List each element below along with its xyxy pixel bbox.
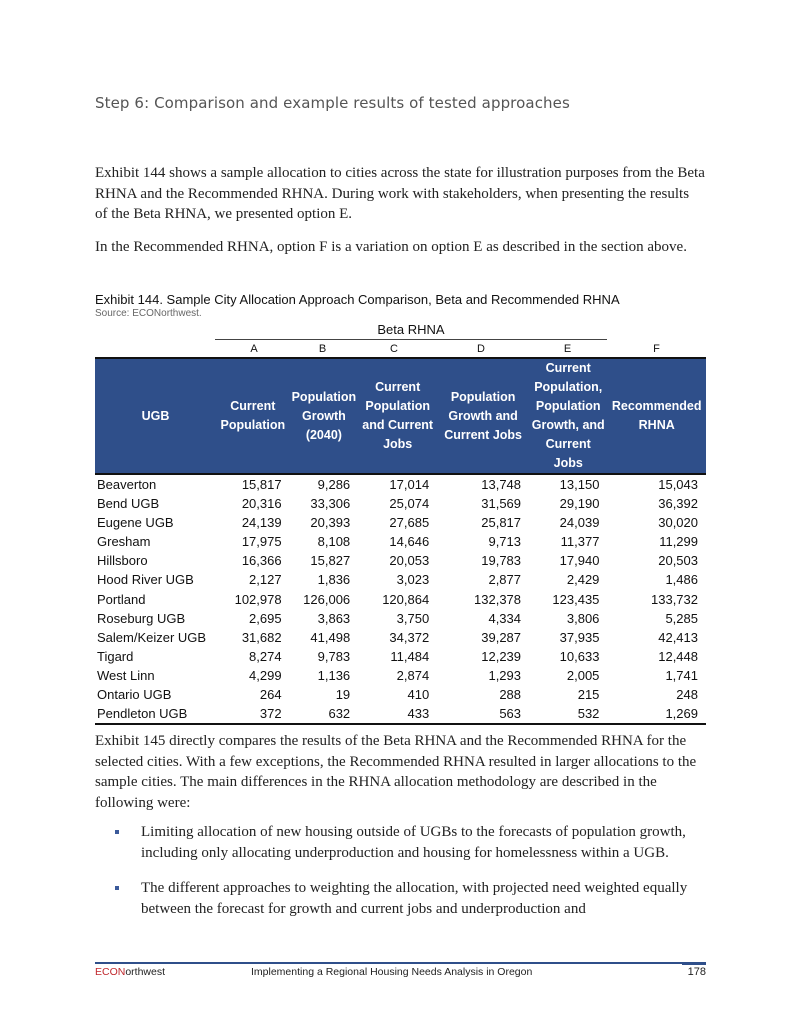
allocation-table xyxy=(95,357,706,725)
value-cell: 9,286 xyxy=(317,477,351,492)
ugb-name-cell: Bend UGB xyxy=(97,496,160,512)
value-cell: 2,877 xyxy=(488,572,522,588)
footer-divider xyxy=(95,962,706,964)
table-row xyxy=(95,551,706,570)
value-cell: 3,750 xyxy=(396,610,430,626)
footer-divider-accent xyxy=(682,962,706,965)
value-cell: 13,150 xyxy=(559,477,600,492)
value-cell: 29,190 xyxy=(559,496,600,512)
page-footer xyxy=(95,966,706,980)
value-cell: 133,732 xyxy=(651,591,698,607)
value-cell: 12,239 xyxy=(481,648,522,664)
value-cell: 126,006 xyxy=(303,591,351,607)
value-cell: 9,783 xyxy=(317,648,351,664)
ugb-name-cell: Ontario UGB xyxy=(97,686,172,702)
value-cell: 20,316 xyxy=(241,496,282,512)
footer-brand xyxy=(95,966,165,978)
value-cell: 1,269 xyxy=(607,704,706,724)
column-header: UGB xyxy=(141,408,170,423)
value-cell: 2,429 xyxy=(566,572,600,588)
value-cell: 19 xyxy=(335,686,351,702)
option-letter: E xyxy=(563,343,572,355)
option-letter: D xyxy=(477,343,485,355)
differences-list xyxy=(95,822,705,934)
table-row xyxy=(95,628,706,647)
option-letters-row xyxy=(95,343,706,357)
value-cell: 1,836 xyxy=(317,572,351,588)
value-cell: 2,874 xyxy=(396,667,430,683)
table-row xyxy=(95,666,706,685)
value-cell: 42,413 xyxy=(658,629,698,645)
value-cell: 563 xyxy=(437,704,529,724)
value-cell: 2,695 xyxy=(249,610,282,626)
intro-paragraph: Exhibit 144 shows a sample allocation to cities across the state for illustration purposes from the Beta RHNA and the Recommended RHNA. During work with stakeholders, when presenting the results of the Beta RHNA, we presented option E. xyxy=(95,165,705,222)
value-cell: 12,448 xyxy=(658,648,698,664)
value-cell: 15,817 xyxy=(241,477,282,492)
value-cell: 532 xyxy=(529,704,607,724)
value-cell: 31,682 xyxy=(241,629,282,645)
bullet-square-icon xyxy=(115,830,119,834)
value-cell: 24,039 xyxy=(559,515,600,531)
table-row xyxy=(95,513,706,532)
value-cell: 2,127 xyxy=(249,572,282,588)
value-cell: 25,074 xyxy=(389,496,430,512)
table-row xyxy=(95,704,706,724)
ugb-name-cell: Beaverton xyxy=(97,477,157,492)
value-cell: 8,108 xyxy=(317,534,351,550)
page-number: 178 xyxy=(687,966,706,978)
value-cell: 215 xyxy=(577,686,600,702)
value-cell: 11,484 xyxy=(390,648,430,664)
value-cell: 41,498 xyxy=(310,629,351,645)
value-cell: 1,293 xyxy=(488,667,522,683)
column-header: Population Growth (2040) xyxy=(291,389,357,442)
column-header: Recommended RHNA xyxy=(611,399,702,432)
list-item xyxy=(95,878,705,919)
value-cell: 248 xyxy=(676,686,698,702)
footer-document-title: Implementing a Regional Housing Needs Analysis in Oregon xyxy=(251,966,533,978)
value-cell: 34,372 xyxy=(389,629,430,645)
value-cell: 4,299 xyxy=(249,667,282,683)
column-header: Current Population and Current Jobs xyxy=(362,380,434,451)
brand-suffix: orthwest xyxy=(125,966,166,978)
option-letter: F xyxy=(653,343,660,355)
ugb-name-cell: Hillsboro xyxy=(97,553,148,569)
brand-prefix: ECON xyxy=(95,966,126,978)
value-cell: 102,978 xyxy=(234,591,282,607)
option-f-paragraph: In the Recommended RHNA, option F is a variation on option E as described in the section above. xyxy=(95,239,687,255)
ugb-name-cell: Salem/Keizer UGB xyxy=(97,629,207,645)
value-cell: 30,020 xyxy=(658,515,698,531)
value-cell: 31,569 xyxy=(481,496,522,512)
ugb-name-cell: Tigard xyxy=(97,648,134,664)
value-cell: 4,334 xyxy=(488,610,522,626)
value-cell: 132,378 xyxy=(474,591,522,607)
value-cell: 20,393 xyxy=(310,515,351,531)
value-cell: 33,306 xyxy=(310,496,351,512)
list-item xyxy=(95,822,705,863)
ugb-name-cell: Hood River UGB xyxy=(97,572,194,588)
table-row xyxy=(95,570,706,589)
comparison-paragraph: Exhibit 145 directly compares the results of the Beta RHNA and the Recommended RHNA for the selected cities. With a few exceptions, the Recommended RHNA resulted in larger allocations to the sample cities. The main differences in the RHNA allocation methodology are described in the following were: xyxy=(95,733,697,811)
value-cell: 16,366 xyxy=(241,553,282,569)
bullet-square-icon xyxy=(115,886,119,890)
table-header-row xyxy=(95,358,706,474)
ugb-name-cell: Pendleton UGB xyxy=(95,704,216,724)
column-header: Current Population, Population Growth, and Current Jobs xyxy=(531,361,605,470)
value-cell: 410 xyxy=(407,686,430,702)
value-cell: 123,435 xyxy=(552,591,600,607)
value-cell: 19,783 xyxy=(481,553,522,569)
value-cell: 25,817 xyxy=(481,515,522,531)
value-cell: 17,940 xyxy=(559,553,600,569)
group-divider xyxy=(215,339,607,340)
value-cell: 15,043 xyxy=(658,477,698,492)
table-row xyxy=(95,532,706,551)
option-letter: C xyxy=(390,343,398,355)
option-letter: B xyxy=(318,343,327,355)
table-row xyxy=(95,589,706,608)
value-cell: 1,486 xyxy=(665,572,698,588)
section-heading: Step 6: Comparison and example results of tested approaches xyxy=(95,94,570,112)
value-cell: 9,713 xyxy=(488,534,522,550)
exhibit-source: Source: ECONorthwest. xyxy=(95,308,202,319)
value-cell: 10,633 xyxy=(559,648,600,664)
value-cell: 15,827 xyxy=(310,553,351,569)
list-item-text: The different approaches to weighting the allocation, with projected need weighted equally between the forecast for growth and current jobs and underproduction and xyxy=(141,880,688,917)
value-cell: 13,748 xyxy=(481,477,522,492)
column-header: Population Growth and Current Jobs xyxy=(444,389,522,442)
ugb-name-cell: Eugene UGB xyxy=(97,515,174,531)
value-cell: 2,005 xyxy=(566,667,600,683)
ugb-name-cell: Gresham xyxy=(97,534,151,550)
value-cell: 17,975 xyxy=(241,534,282,550)
value-cell: 8,274 xyxy=(249,648,282,664)
value-cell: 632 xyxy=(290,704,359,724)
table-row xyxy=(95,685,706,704)
value-cell: 5,285 xyxy=(665,610,698,626)
ugb-name-cell: Portland xyxy=(97,591,146,607)
value-cell: 36,392 xyxy=(658,496,698,512)
option-letter: A xyxy=(250,343,258,355)
value-cell: 288 xyxy=(499,686,522,702)
value-cell: 120,864 xyxy=(382,591,430,607)
column-header: Current Population xyxy=(220,399,286,432)
value-cell: 27,685 xyxy=(389,515,430,531)
value-cell: 20,503 xyxy=(658,553,698,569)
value-cell: 39,287 xyxy=(481,629,522,645)
value-cell: 17,014 xyxy=(389,477,430,492)
value-cell: 1,136 xyxy=(317,667,351,683)
value-cell: 11,377 xyxy=(560,534,600,550)
exhibit-caption: Exhibit 144. Sample City Allocation Approach Comparison, Beta and Recommended RHNA xyxy=(95,292,620,307)
value-cell: 3,806 xyxy=(566,610,600,626)
value-cell: 1,741 xyxy=(665,667,698,683)
value-cell: 37,935 xyxy=(559,629,600,645)
value-cell: 264 xyxy=(259,686,282,702)
value-cell: 3,863 xyxy=(317,610,351,626)
table-row xyxy=(95,609,706,628)
table-row xyxy=(95,494,706,513)
value-cell: 11,299 xyxy=(659,534,698,550)
value-cell: 20,053 xyxy=(389,553,430,569)
value-cell: 24,139 xyxy=(241,515,282,531)
list-item-text: Limiting allocation of new housing outside of UGBs to the forecasts of population growth, including only allocating underproduction and housing for homelessness within a UGB. xyxy=(141,824,686,861)
beta-rhna-group-label: Beta RHNA xyxy=(377,322,445,337)
value-cell: 433 xyxy=(358,704,437,724)
table-row xyxy=(95,647,706,666)
value-cell: 14,646 xyxy=(389,534,430,550)
table-row xyxy=(95,474,706,494)
value-cell: 372 xyxy=(216,704,290,724)
ugb-name-cell: West Linn xyxy=(97,667,155,683)
value-cell: 3,023 xyxy=(396,572,430,588)
ugb-name-cell: Roseburg UGB xyxy=(97,610,186,626)
